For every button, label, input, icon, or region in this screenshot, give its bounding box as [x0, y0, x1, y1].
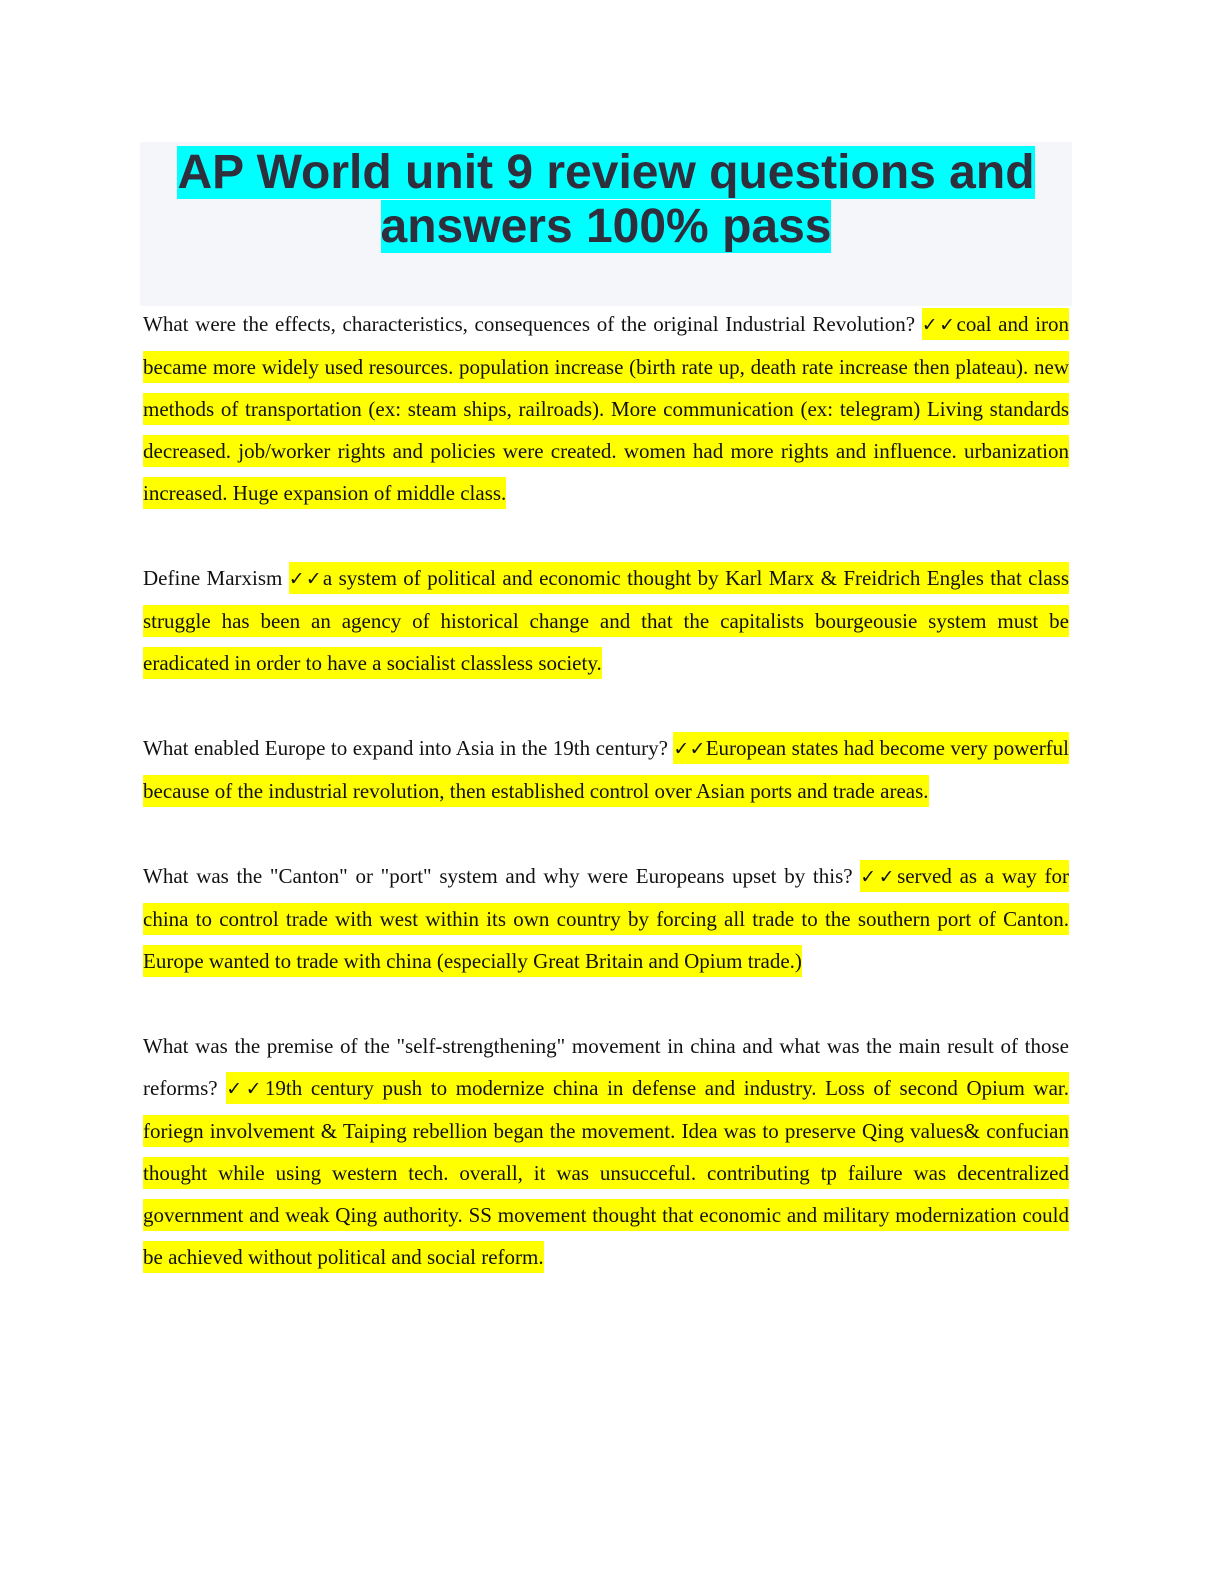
question: What was the premise of the "self-strengthening" movement in china and what was the main result of those reforms?: [143, 1034, 1069, 1100]
question: What were the effects, characteristics, consequences of the original Industrial Revolution?: [143, 312, 916, 336]
check-mark-icon: ✓✓: [673, 738, 706, 760]
check-mark-icon: ✓✓: [860, 866, 898, 888]
question: What was the "Canton" or "port" system and why were Europeans upset by this?: [143, 864, 853, 888]
title-box: [140, 142, 1072, 306]
document-title: [140, 142, 1072, 254]
question: What enabled Europe to expand into Asia in the 19th century?: [143, 736, 668, 760]
answer-text: served as a way for china to control trade with west within its own country by forcing all trade to the southern port of Canton. Europe wanted to trade with china (especially Great Britain and Opium trade.): [143, 864, 1070, 973]
answer: [143, 1072, 1069, 1273]
check-mark-icon: ✓✓: [226, 1078, 265, 1100]
answer-text: 19th century push to modernize china in defense and industry. Loss of second Opium war. foriegn involvement & Taiping rebellion began the movement. Idea was to preserve Qing values& confucian thought while using western tech. overall, it was unsucceful. contributing tp failure was decentralized government and weak Qing authority. SS movement thought that economic and military modernization could be achieved without political and social reform.: [143, 1076, 1070, 1269]
check-mark-icon: ✓✓: [288, 568, 323, 590]
answer: [143, 562, 1069, 679]
answer-text: a system of political and economic thought by Karl Marx & Freidrich Engles that class struggle has been an agency of historical change and that the capitalists bourgeousie system must be eradicated in order to have a socialist classless society.: [143, 566, 1069, 675]
answer-text: coal and iron became more widely used resources. population increase (birth rate up, death rate increase then plateau). new methods of transportation (ex: steam ships, railroads). More communication (ex: telegram) Living standards decreased. job/worker rights and policies were created. women had more rights and influence. urbanization increased. Huge expansion of middle class.: [143, 312, 1070, 505]
document-title-text: AP World unit 9 review questions and answers 100% pass: [177, 146, 1035, 253]
check-mark-icon: ✓✓: [921, 314, 957, 336]
answer-text: European states had become very powerful because of the industrial revolution, then established control over Asian ports and trade areas.: [143, 736, 1070, 803]
qa-item: [143, 303, 1069, 514]
answer: [143, 308, 1069, 509]
qa-item: [143, 1025, 1069, 1278]
question: Define Marxism: [143, 566, 283, 590]
qa-list: [143, 303, 1069, 1321]
qa-item: [143, 557, 1069, 684]
qa-item: [143, 855, 1069, 982]
qa-item: [143, 727, 1069, 812]
